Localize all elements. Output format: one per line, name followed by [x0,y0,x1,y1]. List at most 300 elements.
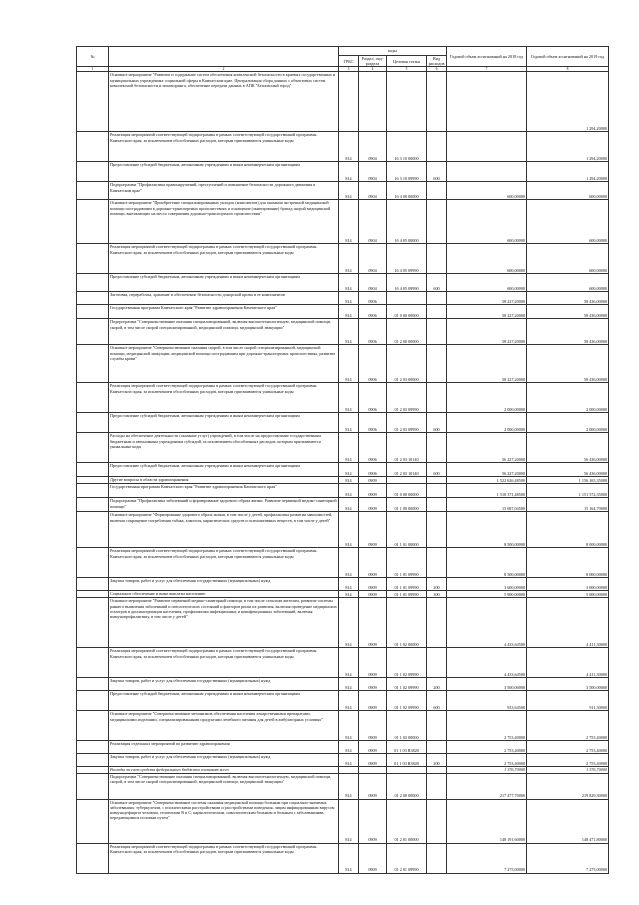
row-vid-cell [427,648,447,678]
row-vid-cell [427,598,447,648]
row-vid-cell [427,773,447,799]
row-amount-2018-cell: 600,00000 [447,274,527,292]
row-vid-cell [427,319,447,345]
table-row [77,319,609,345]
row-target-cell: 01 1 01 09990 [387,548,427,578]
row-amount-2018-cell: 15 687,04500 [447,498,527,512]
row-razdel-cell: 0909 [359,648,387,678]
table-row [77,591,609,598]
row-number-cell [77,383,109,413]
row-grbs-cell: 814 [339,799,359,843]
row-name-cell: Другие вопросы в области здравоохранения [109,477,339,484]
row-amount-2018-cell: 4 433,64500 [447,598,527,648]
header-celevaya: Целевая статья [387,56,427,67]
row-grbs-cell: 814 [339,463,359,477]
row-name-cell: Государственная программа Камчатского края "Развитие здравоохранения Камчатского края" [109,484,339,498]
row-target-cell: 16 3 10 00000 [387,132,427,162]
row-amount-2019-cell: 58 436,00000 [527,345,609,383]
table-row [77,162,609,182]
row-name-cell: Подпрограмма "Совершенствование оказания специализированной, включая высокотехнологичную, медицинской помощи, скорой, в том числе скорой специализированной, медицинской помощи, медицинской эвакуации" [109,773,339,799]
row-vid-cell [427,182,447,200]
row-amount-2018-cell: 2 753,40000 [447,741,527,754]
row-vid-cell [427,741,447,754]
row-number-cell [77,244,109,274]
row-target-cell: 16 4 05 09990 [387,244,427,274]
row-grbs-cell: 814 [339,578,359,591]
row-amount-2018-cell: 2 753,40000 [447,711,527,741]
row-vid-cell: 600 [427,691,447,711]
row-number-cell [77,648,109,678]
row-amount-2018-cell: 1 518 371,48500 [447,484,527,498]
row-number-cell [77,463,109,477]
row-target-cell: 01 0 00 00000 [387,484,427,498]
row-razdel-cell: 0909 [359,498,387,512]
table-row [77,843,609,873]
row-number-cell [77,741,109,754]
row-grbs-cell: 814 [339,477,359,484]
row-razdel-cell: 0909 [359,691,387,711]
row-amount-2018-cell: 4 433,64500 [447,648,527,678]
row-vid-cell [427,200,447,244]
row-name-cell: Закупка товаров, работ и услуг для обеспечения государственных (муниципальных) нужд [109,578,339,591]
row-name-cell: Предоставление субсидий бюджетным, автономным учреждениям и иным некоммерческим организациям [109,413,339,433]
row-amount-2018-cell: 933,64500 [447,691,527,711]
row-amount-2018-cell: 600,00000 [447,244,527,274]
row-razdel-cell: 0904 [359,274,387,292]
column-number: 3 [339,67,359,72]
row-amount-2018-cell: 2 000,00000 [447,383,527,413]
row-amount-2019-cell: 600,00000 [527,182,609,200]
column-number: 8 [527,67,609,72]
row-amount-2019-cell: 1 376,70000 [527,767,609,773]
row-target-cell: 01 2 03 09990 [387,383,427,413]
row-name-cell: Государственная программа Камчатского края "Развитие здравоохранения Камчатского края" [109,305,339,319]
budget-rows [77,72,609,873]
row-number-cell [77,598,109,648]
row-target-cell: 01 2 01 09990 [387,843,427,873]
header-vid: Вид расходов [427,56,447,67]
row-name-cell: Реализация мероприятий соответствующей подпрограммы в рамках соответствующей государственной программы Камчатского края, за исключением обособленных расходов, которым присваиваются уникальные коды [109,383,339,413]
row-name-cell: Основное мероприятие "Совершенствование оказания скорой, в том числе скорой специализированной, медицинской помощи, медицинской эвакуации, медицинской помощи пострадавшим при дорожно-транспортных происшествиях, развитие службы крови" [109,345,339,383]
row-number-cell [77,345,109,383]
column-number: 4 [359,67,387,72]
row-grbs-cell: 814 [339,754,359,767]
row-grbs-cell: 814 [339,274,359,292]
table-row [77,200,609,244]
row-amount-2018-cell: 58 227,20000 [447,345,527,383]
row-target-cell: 01 1 02 09990 [387,691,427,711]
row-razdel-cell: 0906 [359,463,387,477]
column-number: 6 [427,67,447,72]
row-number-cell [77,72,109,132]
row-grbs-cell: 814 [339,691,359,711]
row-amount-2019-cell: 911,30000 [527,691,609,711]
table-row [77,274,609,292]
row-name-cell: Реализация мероприятий соответствующей подпрограммы в рамках соответствующей государственной программы Камчатского края, за исключением обособленных расходов, которым присваиваются уникальные коды [109,548,339,578]
row-vid-cell [427,345,447,383]
table-row [77,799,609,843]
row-grbs-cell: 814 [339,711,359,741]
row-amount-2018-cell: 7 275,00000 [447,843,527,873]
table-row [77,433,609,463]
row-grbs-cell: 814 [339,244,359,274]
row-name-cell: Заготовка, переработка, хранение и обеспечение безопасности донорской крови и ее компонентов [109,292,339,305]
table-row [77,754,609,767]
row-target-cell: 01 2 03 10140 [387,433,427,463]
row-number-cell [77,433,109,463]
row-target-cell: 01 1 02 09990 [387,678,427,691]
row-number-cell [77,413,109,433]
row-razdel-cell: 0909 [359,741,387,754]
row-number-cell [77,843,109,873]
row-target-cell: 01 2 01 00000 [387,799,427,843]
row-number-cell [77,162,109,182]
row-amount-2018-cell: 56 227,20000 [447,463,527,477]
row-amount-2018-cell: 2 000,00000 [447,413,527,433]
row-amount-2018-cell [447,132,527,162]
row-amount-2019-cell: 600,00000 [527,200,609,244]
budget-document [76,46,608,874]
row-razdel-cell: 0909 [359,591,387,598]
row-amount-2019-cell: 600,00000 [527,244,609,274]
row-name-cell: Основное мероприятие "Приобретение специализированных укладок (комплектов) для оказания экстренной медицинской помощи пострадавшим в дорожно-транспортных происшествиях и оснащение (экипирование) бригад скорой медицинской помощи, выезжающих на место совершения дорожно-транспортного происшествия" [109,200,339,244]
row-vid-cell [427,132,447,162]
row-name-cell: Предоставление субсидий бюджетным, автономным учреждениям и иным некоммерческим организациям [109,463,339,477]
row-name-cell: Предоставление субсидий бюджетным, автономным учреждениям и иным некоммерческим организациям [109,274,339,292]
row-amount-2019-cell: 2 000,00000 [527,413,609,433]
row-number-cell [77,512,109,548]
row-razdel-cell: 0904 [359,244,387,274]
row-razdel-cell: 0904 [359,162,387,182]
row-number-cell [77,200,109,244]
row-vid-cell [427,484,447,498]
row-vid-cell: 600 [427,413,447,433]
row-vid-cell [427,244,447,274]
row-amount-2019-cell: 1 156 165,35000 [527,477,609,484]
row-target-cell: 16 4 05 09990 [387,274,427,292]
row-amount-2019-cell: 3 000,00000 [527,578,609,591]
row-razdel-cell: 0909 [359,843,387,873]
column-number: 5 [387,67,427,72]
row-target-cell: 01 2 03 10140 [387,463,427,477]
row-number-cell [77,132,109,162]
row-target-cell: 01 1 03 R3820 [387,741,427,754]
row-target-cell: 01 2 03 09990 [387,413,427,433]
row-name-cell: Закупка товаров, работ и услуг для обеспечения государственных (муниципальных) нужд [109,754,339,767]
row-number-cell [77,754,109,767]
row-razdel-cell: 0909 [359,548,387,578]
table-row [77,691,609,711]
row-amount-2019-cell: 56 436,00000 [527,463,609,477]
row-amount-2018-cell: 600,00000 [447,200,527,244]
row-number-cell [77,711,109,741]
table-row [77,345,609,383]
row-amount-2019-cell: 4 411,30000 [527,598,609,648]
row-number-cell [77,182,109,200]
row-grbs-cell: 814 [339,843,359,873]
row-number-cell [77,484,109,498]
row-amount-2019-cell: 148 471,80000 [527,799,609,843]
row-amount-2018-cell [447,162,527,182]
row-number-cell [77,799,109,843]
row-number-cell [77,548,109,578]
row-name-cell: Основное мероприятие "Совершенствование системы оказания медицинской помощи больным при социально-значимых заболеваниях: туберкулезом, с психическими расстройствами и расстройствами поведения, лицам инфицированным вирусом иммунодефицита человека, гепатитами В и С, наркологическим, онкологическим больным и больным с заболеваниями, передающимися половым путем" [109,799,339,843]
row-number-cell [77,498,109,512]
row-vid-cell [427,843,447,873]
row-amount-2019-cell: 8 000,00000 [527,512,609,548]
row-amount-2019-cell: 7 275,00000 [527,843,609,873]
row-vid-cell [427,498,447,512]
row-amount-2019-cell: 1 151 572,35000 [527,484,609,498]
row-vid-cell: 200 [427,578,447,591]
row-name-cell: Подпрограмма "Совершенствование оказания специализированной, включая высокотехнологичную, медицинской помощи, скорой, в том числе скорой специализированной, медицинской помощи, медицинской эвакуации" [109,319,339,345]
row-target-cell: 01 2 00 00000 [387,319,427,345]
row-amount-2019-cell: 58 436,00000 [527,292,609,305]
row-grbs-cell: 814 [339,162,359,182]
row-number-cell [77,292,109,305]
row-amount-2019-cell: 2 000,00000 [527,383,609,413]
row-name-cell: Расходы за счет средств федерального бюджета составит всего [109,767,339,773]
row-grbs-cell: 814 [339,548,359,578]
row-grbs-cell: 814 [339,132,359,162]
row-name-cell: Подпрограмма "Профилактика заболеваний и формирование здорового образа жизни. Развитие первичной медико-санитарной помощи" [109,498,339,512]
row-amount-2018-cell: 56 227,20000 [447,433,527,463]
table-row [77,182,609,200]
table-row [77,383,609,413]
row-target-cell: 01 1 02 09990 [387,648,427,678]
row-amount-2019-cell: 5 000,00000 [527,591,609,598]
row-target-cell: 16 4 00 00000 [387,182,427,200]
row-target-cell: 01 1 01 09990 [387,578,427,591]
row-target-cell: 01 0 00 00000 [387,305,427,319]
row-razdel-cell: 0909 [359,578,387,591]
row-vid-cell: 600 [427,162,447,182]
row-name-cell: Основное мероприятие "Развитие первичной медико-санитарной помощи, в том числе сельским жителям, развитие системы раннего выявления заболеваний и патологических состояний и факторов риска их развития, включая проведение медицинских осмотров и диспансеризации населения, профилактика инфекционных и неинфекционных заболеваний, включая иммунопрофилактику, в том числе у детей" [109,598,339,648]
row-vid-cell: 600 [427,274,447,292]
row-target-cell [387,72,427,132]
row-target-cell: 01 1 01 09990 [387,591,427,598]
row-grbs-cell: 814 [339,598,359,648]
row-target-cell: 01 1 00 00000 [387,498,427,512]
row-amount-2018-cell: 5 900,00000 [447,591,527,598]
row-amount-2018-cell: 1 376,70000 [447,767,527,773]
row-target-cell: 01 1 01 00000 [387,512,427,548]
row-razdel-cell: 0906 [359,433,387,463]
budget-table [76,46,609,874]
table-row [77,477,609,484]
row-vid-cell [427,799,447,843]
row-name-cell: Социальное обеспечение и иные выплаты населению [109,591,339,598]
row-amount-2019-cell: 58 436,00000 [527,305,609,319]
table-row [77,678,609,691]
row-grbs-cell: 814 [339,413,359,433]
row-vid-cell: 200 [427,678,447,691]
row-name-cell: Реализация мероприятий соответствующей подпрограммы в рамках соответствующей государственной программы Камчатского края, за исключением обособленных расходов, которым присваиваются уникальные коды [109,244,339,274]
row-razdel-cell: 0909 [359,711,387,741]
row-number-cell [77,578,109,591]
row-amount-2018-cell: 217 477,70000 [447,773,527,799]
table-row [77,305,609,319]
row-amount-2019-cell: 15 164,70000 [527,498,609,512]
row-razdel-cell: 0906 [359,345,387,383]
row-grbs-cell: 814 [339,200,359,244]
row-amount-2018-cell: 600,00000 [447,182,527,200]
row-amount-2019-cell: 1 294,20000 [527,72,609,132]
row-razdel-cell: 0906 [359,305,387,319]
row-name-cell: Предоставление субсидий бюджетным, автономным учреждениям и иным некоммерческим организациям [109,162,339,182]
row-razdel-cell: 0906 [359,319,387,345]
row-amount-2019-cell: 3 500,00000 [527,678,609,691]
row-amount-2019-cell: 1 294,20000 [527,162,609,182]
row-name-cell: Реализация отдельных мероприятий по развитию здравоохранения [109,741,339,754]
row-razdel-cell: 0906 [359,413,387,433]
header-razdel: Раздел, под-раздела [359,56,387,67]
row-grbs-cell: 814 [339,741,359,754]
row-razdel-cell: 0904 [359,132,387,162]
table-row [77,548,609,578]
table-row [77,292,609,305]
row-name-cell: Реализация мероприятий соответствующей подпрограммы в рамках соответствующей государственной программы Камчатского края, за исключением обособленных расходов, которым присваиваются уникальные коды [109,843,339,873]
row-vid-cell: 200 [427,754,447,767]
row-grbs-cell: 814 [339,182,359,200]
row-razdel-cell: 0909 [359,598,387,648]
row-grbs-cell: 814 [339,345,359,383]
row-number-cell [77,678,109,691]
row-number-cell [77,691,109,711]
row-amount-2018-cell: 58 227,20000 [447,305,527,319]
row-vid-cell [427,711,447,741]
table-row [77,244,609,274]
header-no: № [77,47,109,67]
row-grbs-cell: 814 [339,433,359,463]
row-grbs-cell: 814 [339,773,359,799]
row-target-cell [387,292,427,305]
row-razdel-cell: 0909 [359,477,387,484]
column-number: 7 [447,67,527,72]
row-vid-cell [427,512,447,548]
row-number-cell [77,274,109,292]
header-name [109,47,339,67]
row-grbs-cell: 814 [339,292,359,305]
row-name-cell: Реализация мероприятий соответствующей подпрограммы в рамках соответствующей государственной программы Камчатского края, за исключением обособленных расходов, которым присваиваются уникальные коды [109,648,339,678]
row-amount-2019-cell: 1 294,20000 [527,132,609,162]
row-target-cell: 01 1 02 00000 [387,598,427,648]
row-vid-cell [427,477,447,484]
row-amount-2018-cell: 3 500,00000 [447,678,527,691]
row-razdel-cell: 0909 [359,678,387,691]
table-row [77,498,609,512]
header-grbs: ГРБС [339,56,359,67]
row-amount-2018-cell: 2 753,40000 [447,754,527,767]
row-razdel-cell: 0909 [359,512,387,548]
row-name-cell: Реализация мероприятий соответствующей подпрограммы в рамках соответствующей государственной программы Камчатского края, за исключением обособленных расходов, которым присваиваются уникальные коды [109,132,339,162]
table-row [77,578,609,591]
row-vid-cell [427,292,447,305]
column-number: 1 [77,67,109,72]
table-row [77,72,609,132]
row-amount-2018-cell: 148 191,60000 [447,799,527,843]
row-razdel-cell: 0909 [359,773,387,799]
row-name-cell: Расходы на обеспечение деятельности (оказание услуг) учреждений, в том числе на предоставление государственным бюджетным и автономным учреждениям субсидий, за исключением обособленных расходов, которым присваиваются уникальные коды [109,433,339,463]
row-vid-cell: 600 [427,463,447,477]
row-amount-2019-cell: 219 829,30000 [527,773,609,799]
table-row [77,413,609,433]
row-vid-cell [427,383,447,413]
row-amount-2019-cell: 4 411,30000 [527,648,609,678]
row-razdel-cell: 0909 [359,754,387,767]
table-row [77,741,609,754]
row-grbs-cell: 814 [339,648,359,678]
row-name-cell: Основное мероприятие "Развитие и содержание систем обеспечения комплексной безопасности в краевых государственных и муниципальных учреждениях социальной сферы в Камчатском крае. Централизация сбора данных с объектовых систем комплексной безопасности и мониторинга, обеспечение передачи данных в АПК "Безопасный город" [109,72,339,132]
header-codes: коды [339,47,447,56]
table-row [77,598,609,648]
row-grbs-cell: 814 [339,678,359,691]
row-number-cell [77,477,109,484]
row-target-cell: 16 4 05 00000 [387,200,427,244]
row-grbs-cell: 814 [339,383,359,413]
row-razdel-cell [359,72,387,132]
row-grbs-cell: 814 [339,305,359,319]
row-vid-cell [427,548,447,578]
row-grbs-cell [339,72,359,132]
row-target-cell: 16 3 10 09990 [387,162,427,182]
row-amount-2018-cell: 58 227,20000 [447,292,527,305]
row-target-cell: 01 2 00 00000 [387,773,427,799]
table-row [77,512,609,548]
row-amount-2019-cell: 2 753,40000 [527,754,609,767]
row-grbs-cell: 814 [339,498,359,512]
row-vid-cell [427,305,447,319]
row-amount-2019-cell: 8 000,00000 [527,548,609,578]
row-grbs-cell: 814 [339,319,359,345]
table-row [77,484,609,498]
row-amount-2019-cell: 600,00000 [527,274,609,292]
table-row [77,773,609,799]
row-number-cell [77,305,109,319]
row-name-cell: Предоставление субсидий бюджетным, автономным учреждениям и иным некоммерческим организациям [109,691,339,711]
column-number: 2 [109,67,339,72]
row-number-cell [77,773,109,799]
row-amount-2019-cell: 58 436,00000 [527,319,609,345]
row-vid-cell [427,433,447,463]
row-amount-2018-cell: 1 522 626,48500 [447,477,527,484]
row-grbs-cell: 814 [339,484,359,498]
row-grbs-cell: 814 [339,591,359,598]
row-number-cell [77,319,109,345]
row-target-cell: 01 2 03 00000 [387,345,427,383]
table-row [77,463,609,477]
header-vol2019: Годовой объем ассигнований на 2019 год [527,47,609,67]
row-amount-2019-cell: 56 436,00000 [527,433,609,463]
row-razdel-cell: 0909 [359,484,387,498]
row-amount-2019-cell: 2 753,40000 [527,711,609,741]
row-target-cell: 01 1 03 R3820 [387,754,427,767]
row-vid-cell [427,72,447,132]
table-row [77,648,609,678]
row-razdel-cell: 0904 [359,200,387,244]
row-razdel-cell: 0909 [359,799,387,843]
row-number-cell [77,591,109,598]
row-razdel-cell: 0904 [359,182,387,200]
table-row [77,132,609,162]
row-amount-2018-cell: 8 500,00000 [447,548,527,578]
row-amount-2018-cell: 8 500,00000 [447,512,527,548]
row-target-cell [387,477,427,484]
row-amount-2018-cell: 58 227,20000 [447,319,527,345]
row-grbs-cell: 814 [339,512,359,548]
row-razdel-cell: 0906 [359,383,387,413]
row-amount-2019-cell: 2 753,40000 [527,741,609,754]
